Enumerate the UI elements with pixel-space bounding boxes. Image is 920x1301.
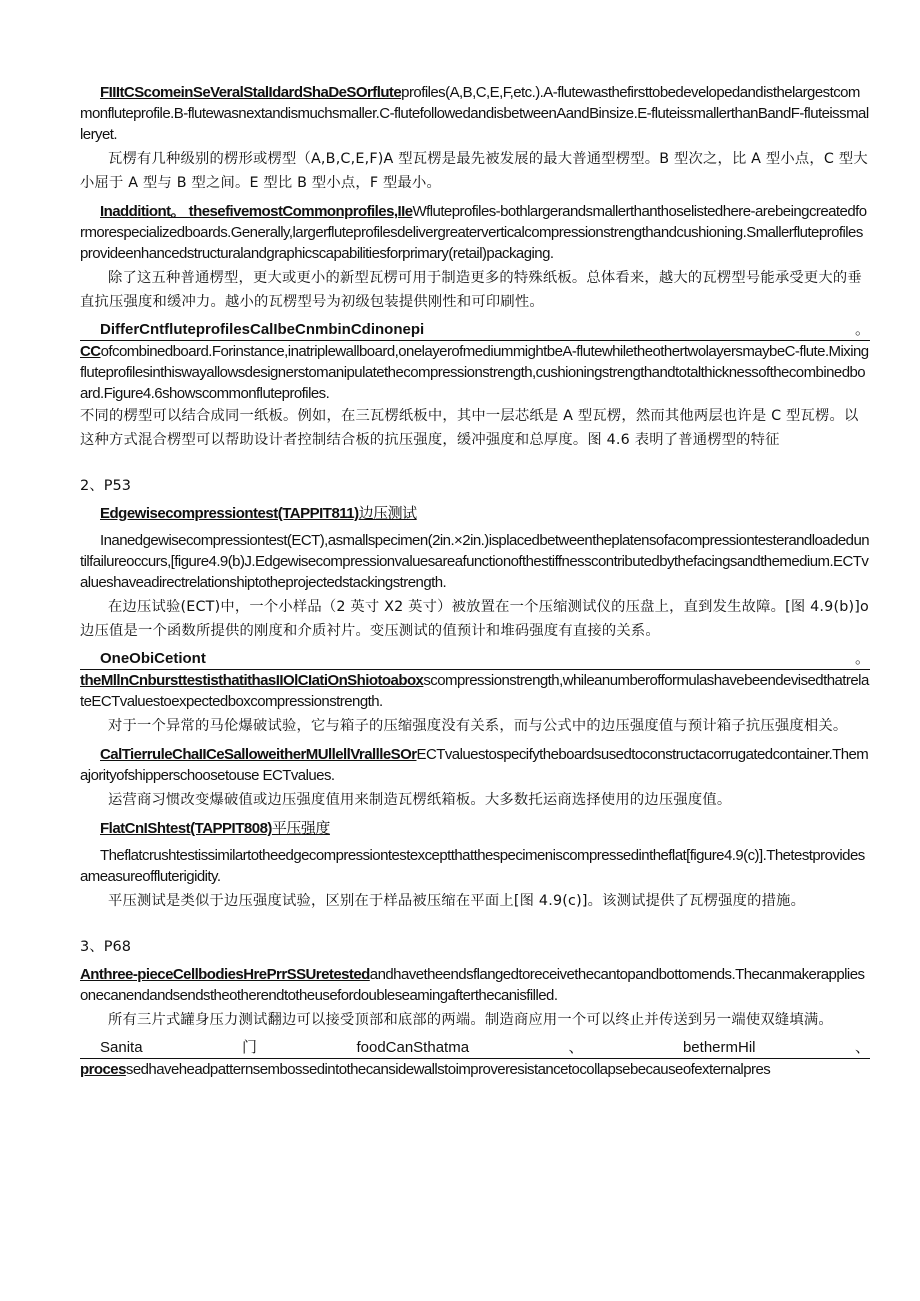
english-text: CalTierruleChaIICeSalloweitherMUllellVrallleSOrECTvaluestospecifytheboardsusedtoconstructacorrugatedcontainer.Themajorityofshipperschoosetouse ECTvalues. bbox=[80, 746, 869, 784]
paragraph-carrier-rule bbox=[80, 744, 870, 812]
lead-phrase: proces bbox=[80, 1061, 126, 1078]
paragraph-ect bbox=[80, 530, 870, 643]
chinese-translation: 除了这五种普通楞型，更大或更小的新型瓦楞可用于制造更多的特殊纸板。总体看来，越大的瓦楞型号能承受更大的垂直抗压强度和缓冲力。越小的瓦楞型号为初级包装提供刚性和可印刷性。 bbox=[80, 270, 862, 310]
section-heading: FlatCnIShtest(TAPPIT808)平压强度 bbox=[100, 819, 330, 837]
chinese-translation: 运营商习惯改变爆破值或边压强度值用来制造瓦楞纸箱板。大多数托运商选择使用的边压强度值。 bbox=[108, 792, 732, 808]
chinese-translation: 不同的楞型可以结合成同一纸板。例如，在三瓦楞纸板中，其中一层芯纸是 A 型瓦楞，然而其他两层也许是 C 型瓦楞。以这种方式混合楞型可以帮助设计者控制结合板的抗压强度，缓冲强度和总厚度。图 4.6 表明了普通楞型的特征 bbox=[80, 408, 859, 448]
paragraph-sanitary-cans bbox=[80, 1038, 870, 1080]
chinese-translation: 瓦楞有几种级别的楞形或楞型（A,B,C,E,F)A 型瓦楞是最先被发展的最大普通型楞型。B 型次之，比 A 型小点，C 型大小屈于 A 型与 B 型之间。E 型比 B 型小点，F 型最小。 bbox=[80, 151, 868, 191]
english-text: Anthree-pieceCellbodiesHrePrrSSUretestedandhavetheendsflangedtoreceivethecantopandbottomends.Thecanmakerappliesonecanendandsendstheotherendtotheusefordoubleseamingafterthecanisfilled. bbox=[80, 966, 865, 1004]
lead-phrase: Inadditiont。 thesefivemostCommonprofiles,IIe bbox=[100, 203, 413, 220]
chinese-translation: 在边压试验(ECT)中，一个小样品（2 英寸 X2 英寸）被放置在一个压缩测试仪的压盘上，直到发生故障。[图 4.9(b)]o 边压值是一个函数所提供的刚度和介质衬片。变压测试的值预计和堆码强度有直接的关系。 bbox=[80, 599, 870, 639]
english-text: processedhaveheadpatternsembossedintothecansidewallstoimproveresistancetocollapsebecauseofexternalpres bbox=[80, 1061, 771, 1078]
lead-phrase: FIIItCScomeinSeVeralStalIdardShaDeSOrflute bbox=[100, 84, 402, 101]
chinese-translation: 所有三片式罐身压力测试翻边可以接受顶部和底部的两端。制造商应用一个可以终止并传送到另一端使双缝填满。 bbox=[108, 1012, 833, 1028]
paragraph-flat-crush bbox=[80, 845, 870, 913]
lead-phrase: CC bbox=[80, 343, 101, 360]
underlined-lead-line: OneObiCetiont 。 bbox=[80, 649, 870, 670]
english-text: CCofcombinedboard.Forinstance,inatriplewallboard,onelayerofmediummightbeA-flutewhiletheothertwolayersmaybeC-flute.Mixingfluteprofilesinthiswayallowsdesignerstomanipulatethecompressionstrength,cushioningstrengthandtotalthicknessofthecombinedboard.Figure4.6showscommonfluteprofiles. bbox=[80, 343, 869, 402]
underlined-lead-line: Sanita 门 foodCanSthatma 、 bethermHil 、 bbox=[80, 1038, 870, 1059]
paragraph-flute-profiles bbox=[80, 82, 870, 195]
english-text: Inadditiont。 thesefivemostCommonprofiles,IIeWfluteprofiles-bothlargerandsmallerthanthoselistedhere-arebeingcreatedformorespecializedboards.Generally,largerfluteprofilesdelivergreaterverticalcompressionstrengthandcushioning.Smallerfluteprofilesprovideenhancedstructuralandgraphicscapabilitiesforprimary(retail)packaging. bbox=[80, 203, 867, 262]
document-page bbox=[80, 82, 870, 1086]
english-text: Inanedgewisecompressiontest(ECT),asmallspecimen(2in.×2in.)isplacedbetweentheplatensofacompressiontesterandloadeduntilfailureoccurs,[figure4.9(b)J.Edgewisecompressionvaluesareafunctionofthestiffnesscontributedbythefacingsandthemedium.ECTvalueshaveadirectrelationshiptotheprojectedstackingstrength. bbox=[80, 532, 870, 591]
section-number: 2、P53 bbox=[80, 478, 131, 494]
english-text: Theflatcrushtestissimilartotheedgecompressiontestexceptthatthespecimeniscompressedintheflat[figure4.9(c)].Thetestprovidesameasureoffluterigidity. bbox=[80, 847, 865, 885]
section-number: 3、P68 bbox=[80, 939, 131, 955]
lead-phrase: Anthree-pieceCellbodiesHrePrrSSUretested bbox=[80, 966, 370, 983]
chinese-translation: 平压测试是类似于边压强度试验，区别在于样品被压缩在平面上[图 4.9(c)]。该测试提供了瓦楞强度的措施。 bbox=[108, 893, 806, 909]
underlined-lead-line: DifferCntfluteprofilesCalIbeCnmbinCdinonepi 。 bbox=[80, 320, 870, 341]
paragraph-three-piece-cans bbox=[80, 964, 870, 1032]
lead-phrase: theMllnCnbursttestisthatithasIIOlCIatiOnShiotoabox bbox=[80, 672, 424, 689]
paragraph-new-profiles bbox=[80, 201, 870, 314]
paragraph-mullen bbox=[80, 649, 870, 738]
english-text: FIIItCScomeinSeVeralStalIdardShaDeSOrfluteprofiles(A,B,C,E,F,etc.).A-flutewasthefirsttobedevelopedandisthelargestcommonfluteprofile.B-flutewasnextandismuchsmaller.C-flutefollowedandisbetweenAandBinsize.E-fluteissmallerthanBandF-fluteissmalleryet. bbox=[80, 84, 869, 143]
chinese-translation: 对于一个异常的马伦爆破试验，它与箱子的压缩强度没有关系，而与公式中的边压强度值与预计箱子抗压强度相关。 bbox=[108, 718, 848, 734]
lead-phrase: CalTierruleChaIICeSalloweitherMUllellVrallleSOr bbox=[100, 746, 417, 763]
english-text: theMllnCnbursttestisthatithasIIOlCIatiOnShiotoaboxscompressionstrength,whileanumberofformulashavebeendevisedthatrelateECTvaluestoexpectedboxcompressionstrength. bbox=[80, 672, 869, 710]
paragraph-mixed-profiles bbox=[80, 320, 870, 452]
section-heading: Edgewisecompressiontest(TAPPIT811)边压测试 bbox=[100, 504, 417, 522]
